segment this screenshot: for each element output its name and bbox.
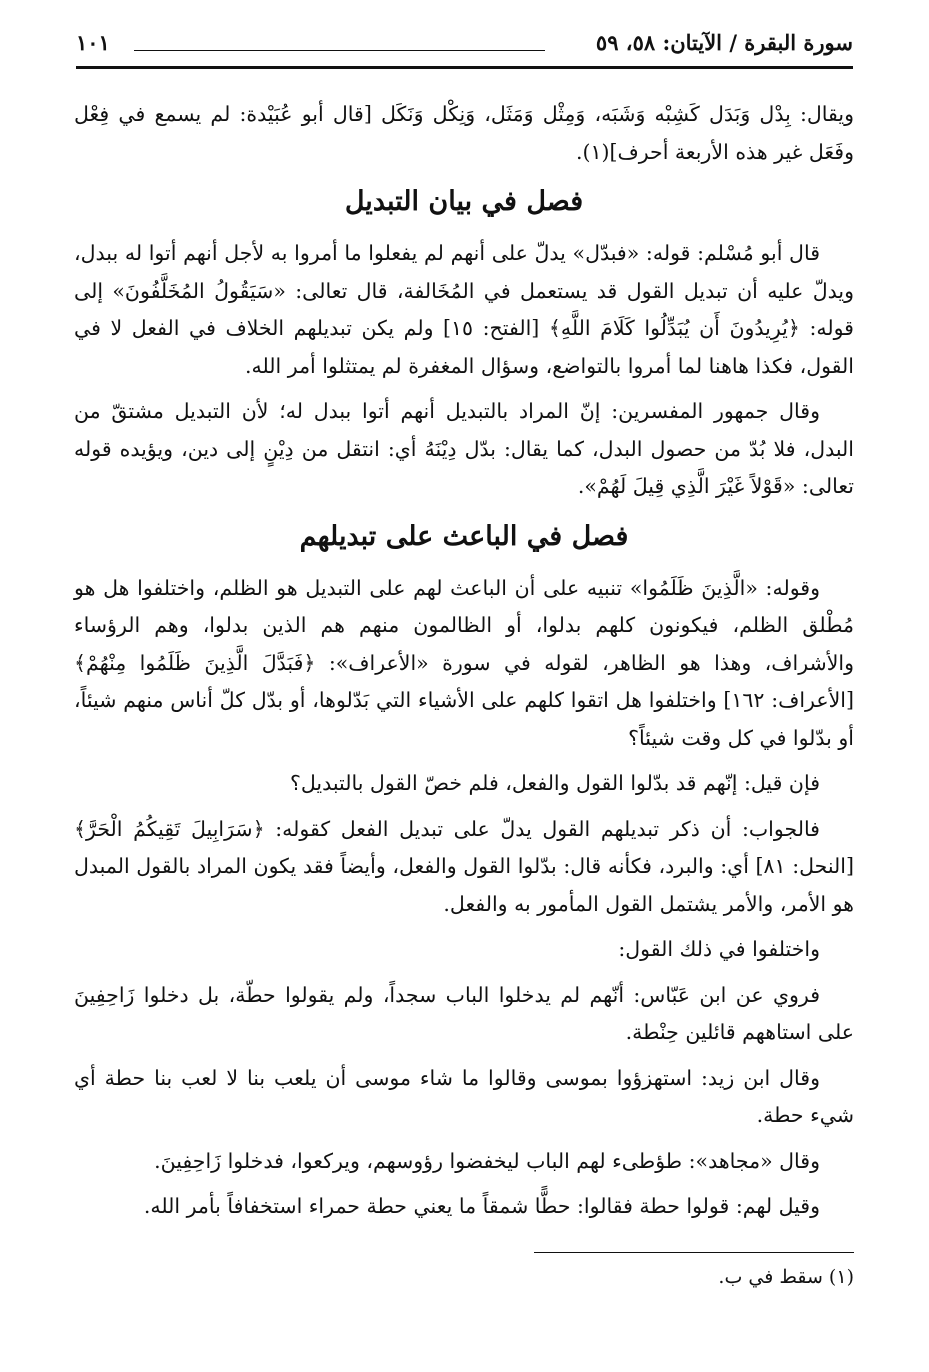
- header-leader-line: [134, 50, 545, 51]
- paragraph: وقيل لهم: قولوا حطة فقالوا: حطًّا شمقاً ما يعني حطة حمراء استخفافاً بأمر الله.: [143, 1194, 820, 1218]
- section-heading: فصل في بيان التبديل: [344, 186, 584, 217]
- paragraph: واختلفوا في ذلك القول:: [618, 937, 820, 961]
- running-title: سورة البقرة / الآيتان: ٥٨، ٥٩: [595, 30, 853, 55]
- header-rule: [76, 66, 853, 69]
- page-header: [76, 28, 853, 68]
- paragraph: فروي عن ابن عَبّاس: أنّهم لم يدخلوا الباب سجداً، ولم يقولوا حطّة، بل دخلوا زَاحِفِينَ على استاههم قائلين حِنْطة.: [74, 982, 854, 1044]
- paragraph: وقال جمهور المفسرين: إنّ المراد بالتبديل أنهم أتوا ببدل له؛ لأن التبديل مشتقّ من البدل، فلا بُدّ من حصول البدل، كما يقال: بدّل دِيْنَهُ أي: انتقل من دِيْنٍ إلى دين، ويؤيده قوله تعالى: «قَوْلاً غَيْرَ الَّذِي قِيلَ لَهُمْ».: [74, 399, 854, 498]
- footnote-separator: [534, 1252, 854, 1253]
- footnote: (١) سقط في ب.: [718, 1266, 854, 1288]
- paragraph: ويقال: بِدْل وَبَدَل كَشِبْه وَشَبَه، وَمِثْل وَمَثَل، وَنِكْل وَنَكَل [قال أبو عُبَيْدة: لم يسمع في فِعْل وفَعَل غير هذه الأربعة أحرف](١).: [74, 102, 854, 164]
- paragraph: قال أبو مُسْلم: قوله: «فبدّل» يدلّ على أنهم لم يفعلوا ما أمروا به لأجل أنهم أتوا له ببدل، ويدلّ عليه أن تبديل القول قد يستعمل في المُخَالفة، قال تعالى: «سَيَقُولُ المُخَلَّفُونَ» إلى قوله: ﴿يُرِيدُونَ أَن يُبَدِّلُوا كَلَامَ اللَّهِ﴾ [الفتح: ١٥] ولم يكن تبديلهم الخلاف في الفعل لا في القول، فكذا هاهنا لما أمروا بالتواضع، وسؤال المغفرة لم يمتثلوا أمر الله.: [74, 241, 854, 378]
- body-text: [74, 96, 854, 1234]
- paragraph: وقال ابن زيد: استهزؤوا بموسى وقالوا ما شاء موسى أن يلعب بنا لا لعب بنا حطة أي شيء حطة.: [74, 1065, 854, 1127]
- page-number: ١٠١: [76, 30, 110, 55]
- paragraph: فإن قيل: إنّهم قد بدّلوا القول والفعل، فلم خصّ القول بالتبديل؟: [289, 771, 820, 795]
- section-heading: فصل في الباعث على تبديلهم: [299, 520, 629, 552]
- paragraph: وقوله: «الَّذِينَ ظَلَمُوا» تنبيه على أن الباعث لهم على التبديل هو الظلم، واختلفوا هل هو مُطْلق الظلم، فيكونون كلهم بدلوا، أو الظالمون منهم هم الذين بدلوا، وهم الرؤساء والأشراف، وهذا هو الظاهر، لقوله في سورة «الأعراف»: ﴿فَبَدَّلَ الَّذِينَ ظَلَمُوا مِنْهُمْ﴾ [الأعراف: ١٦٢] واختلفوا هل اتقوا كلهم على الأشياء التي بَدّلوها، أو بدّل كلّ أناس منهم شيئاً، أو بدّلوا في كل وقت شيئاً؟: [74, 575, 854, 750]
- paragraph: فالجواب: أن ذكر تبديلهم القول يدلّ على تبديل الفعل كقوله: ﴿سَرَابِيلَ تَقِيكُمُ الْحَرَّ﴾ [النحل: ٨١] أي: والبرد، فكأنه قال: بدّلوا القول والفعل، وأيضاً فقد يكون المراد بالقول المبدل هو الأمر، والأمر يشتمل القول المأمور به والفعل.: [74, 816, 854, 916]
- paragraph: وقال «مجاهد»: طؤطىء لهم الباب ليخفضوا رؤوسهم، ويركعوا، فدخلوا زَاحِفِينَ.: [154, 1148, 820, 1173]
